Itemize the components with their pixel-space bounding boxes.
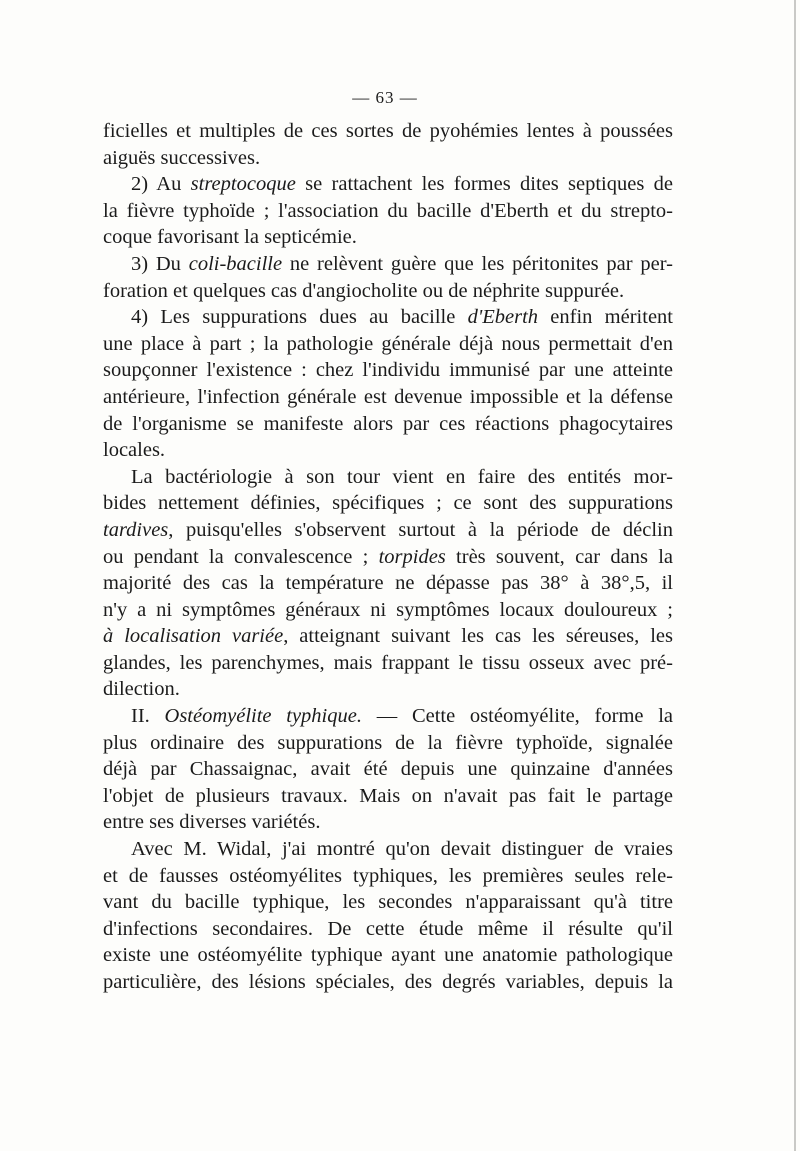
text-span: , puisqu'elles s'observent surtout à la période de déclin [168, 518, 673, 541]
text-span: aiguës successives. [103, 146, 261, 169]
text-span: ou pendant la convalescence ; [103, 545, 379, 568]
text-line [103, 836, 673, 863]
text-span: majorité des cas la température ne dépasse pas 38° à 38°,5, il [103, 572, 673, 595]
italic-text: coli-bacille [188, 252, 283, 275]
text-line [103, 809, 673, 836]
text-line [103, 517, 673, 544]
italic-text: d'Eberth [467, 306, 539, 329]
body-text [103, 118, 673, 996]
text-line [103, 676, 673, 703]
text-line [103, 224, 673, 251]
text-line [103, 650, 673, 677]
text-line [103, 251, 673, 278]
text-span: très souvent, car dans la [445, 545, 673, 568]
italic-text: streptocoque [190, 173, 296, 196]
text-line [103, 703, 673, 730]
text-span: glandes, les parenchymes, mais frappant le tissu osseux avec pré- [103, 651, 673, 674]
text-span: existe une ostéomyélite typhique ayant une anatomie pathologique [103, 944, 673, 967]
text-line [103, 623, 673, 650]
text-span: antérieure, l'infection générale est devenue impossible et la défense [103, 385, 673, 408]
text-span: particulière, des lésions spéciales, des degrés variables, depuis la [103, 971, 673, 993]
text-line [103, 783, 673, 810]
text-span: dilection. [103, 678, 180, 701]
text-line [103, 304, 673, 331]
text-span: d'infections secondaires. De cette étude même il résulte qu'il [103, 917, 673, 940]
italic-text: à localisation variée [103, 625, 284, 648]
text-span: soupçonner l'existence : chez l'individu immunisé par une atteinte [103, 359, 673, 382]
text-span: La bactériologie à son tour vient en faire des entités mor- [131, 465, 673, 488]
text-span: l'objet de plusieurs travaux. Mais on n'avait pas fait le partage [103, 784, 673, 807]
text-span: une place à part ; la pathologie générale déjà nous permettait d'en [103, 332, 673, 355]
text-span: , atteignant suivant les cas les séreuses, les [283, 625, 673, 648]
text-line [103, 437, 673, 464]
text-line [103, 969, 673, 996]
italic-text: torpides [378, 545, 446, 568]
text-line [103, 570, 673, 597]
text-line [103, 490, 673, 517]
text-line [103, 942, 673, 969]
text-line [103, 278, 673, 305]
text-span: vant du bacille typhique, les secondes n'apparaissant qu'à titre [103, 891, 673, 914]
text-line [103, 464, 673, 491]
text-span: 2) Au [131, 173, 191, 196]
text-line [103, 118, 673, 145]
text-span: enfin méritent [538, 306, 673, 329]
text-span: ficielles et multiples de ces sortes de pyohémies lentes à poussées [103, 120, 673, 142]
text-line [103, 916, 673, 943]
italic-text: tardives [103, 518, 169, 541]
text-span: ne relèvent guère que les péritonites par per- [282, 252, 673, 275]
text-line [103, 198, 673, 225]
italic-text: Ostéomyélite typhique. [164, 705, 362, 728]
text-line [103, 597, 673, 624]
text-span: se rattachent les formes dites septiques de [295, 173, 674, 196]
page-number: — 63 — [352, 88, 418, 107]
text-line [103, 889, 673, 916]
text-span: la fièvre typhoïde ; l'association du bacille d'Eberth et du strepto- [103, 199, 673, 222]
text-span: déjà par Chassaignac, avait été depuis une quinzaine d'années [103, 758, 673, 781]
text-line [103, 730, 673, 757]
text-span: entre ses diverses variétés. [103, 811, 321, 834]
text-span: foration et quelques cas d'angiocholite ou de néphrite suppurée. [103, 279, 625, 302]
text-span: Avec M. Widal, j'ai montré qu'on devait distinguer de vraies [131, 838, 673, 861]
text-line [103, 384, 673, 411]
text-span: — Cette ostéomyélite, forme la [361, 705, 674, 728]
text-line [103, 756, 673, 783]
text-span: de l'organisme se manifeste alors par ces réactions phagocytaires [103, 412, 673, 435]
text-line [103, 357, 673, 384]
text-span: locales. [103, 439, 166, 462]
text-span: bides nettement définies, spécifiques ; ce sont des suppurations [103, 492, 673, 515]
text-span: II. [131, 705, 165, 728]
text-line [103, 544, 673, 571]
text-line [103, 863, 673, 890]
page-edge [794, 0, 796, 1151]
text-span: plus ordinaire des suppurations de la fièvre typhoïde, signalée [103, 731, 673, 754]
text-span: 3) Du [131, 252, 189, 275]
text-line [103, 411, 673, 438]
text-span: coque favorisant la septicémie. [103, 226, 357, 249]
text-line [103, 331, 673, 358]
text-line [103, 145, 673, 172]
text-line [103, 171, 673, 198]
text-span: 4) Les suppurations dues au bacille [131, 306, 468, 329]
text-span: et de fausses ostéomyélites typhiques, les premières seules rele- [103, 864, 673, 887]
text-span: n'y a ni symptômes généraux ni symptômes locaux douloureux ; [103, 598, 673, 621]
